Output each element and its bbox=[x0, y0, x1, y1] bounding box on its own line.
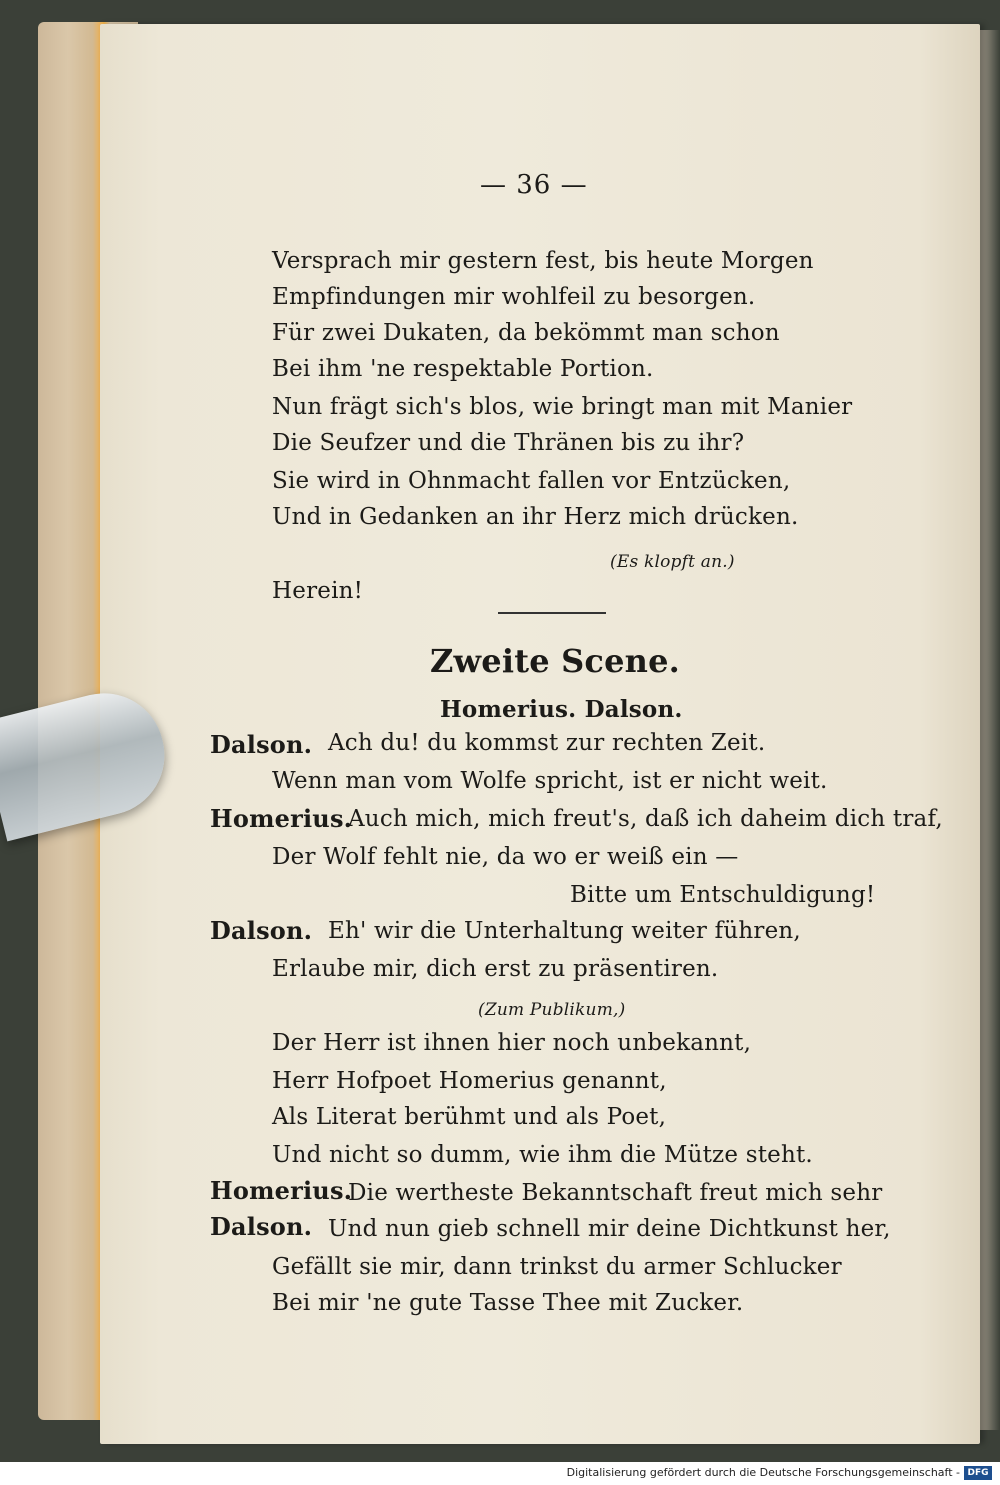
footer-bar bbox=[0, 1462, 1000, 1485]
dialogue-line: Ach du! du kommst zur rechten Zeit. bbox=[328, 730, 766, 756]
dialogue-line: Erlaube mir, dich erst zu präsentiren. bbox=[272, 956, 719, 982]
scene-cast: Homerius. Dalson. bbox=[440, 696, 683, 723]
dialogue-line: Wenn man vom Wolfe spricht, ist er nicht weit. bbox=[272, 768, 828, 794]
verse-line: Sie wird in Ohnmacht fallen vor Entzücken, bbox=[272, 468, 791, 494]
dialogue-line: Und nicht so dumm, wie ihm die Mütze steht. bbox=[272, 1142, 813, 1168]
dialogue-line: Der Herr ist ihnen hier noch unbekannt, bbox=[272, 1030, 752, 1056]
verse-line: Empfindungen mir wohlfeil zu besorgen. bbox=[272, 284, 756, 310]
scene-title: Zweite Scene. bbox=[430, 642, 681, 680]
dialogue-line: Eh' wir die Unterhaltung weiter führen, bbox=[328, 918, 801, 944]
speaker-name: Dalson. bbox=[210, 1212, 313, 1241]
dialogue-line: Bitte um Entschuldigung! bbox=[570, 882, 876, 908]
dialogue-line: Und nun gieb schnell mir deine Dichtkunst her, bbox=[328, 1216, 891, 1242]
verse-line: Die Seufzer und die Thränen bis zu ihr? bbox=[272, 430, 745, 456]
footer-text: Digitalisierung gefördert durch die Deutsche Forschungsgemeinschaft - bbox=[566, 1466, 960, 1479]
verse-line: Bei ihm 'ne respektable Portion. bbox=[272, 356, 654, 382]
dialogue-line: Als Literat berühmt und als Poet, bbox=[272, 1104, 667, 1130]
dialogue-line: Gefällt sie mir, dann trinkst du armer Schlucker bbox=[272, 1254, 842, 1280]
stage-direction: (Zum Publikum,) bbox=[478, 1000, 626, 1020]
dialogue-line: Bei mir 'ne gute Tasse Thee mit Zucker. bbox=[272, 1290, 744, 1316]
herein-line: Herein! bbox=[272, 578, 364, 604]
verse-line: Versprach mir gestern fest, bis heute Morgen bbox=[272, 248, 814, 274]
verse-line: Für zwei Dukaten, da bekömmt man schon bbox=[272, 320, 780, 346]
dialogue-line: Herr Hofpoet Homerius genannt, bbox=[272, 1068, 667, 1094]
stage-direction: (Es klopft an.) bbox=[610, 552, 735, 572]
speaker-name: Dalson. bbox=[210, 730, 313, 759]
dialogue-line: Die wertheste Bekanntschaft freut mich sehr bbox=[348, 1180, 883, 1206]
dfg-logo-icon: DFG bbox=[964, 1466, 992, 1480]
page-number: — 36 — bbox=[480, 170, 588, 200]
speaker-name: Homerius. bbox=[210, 804, 353, 833]
speaker-name: Dalson. bbox=[210, 916, 313, 945]
speaker-name: Homerius. bbox=[210, 1176, 353, 1205]
dialogue-line: Der Wolf fehlt nie, da wo er weiß ein — bbox=[272, 844, 739, 870]
scene-divider bbox=[498, 612, 606, 614]
verse-line: Und in Gedanken an ihr Herz mich drücken. bbox=[272, 504, 799, 530]
dialogue-line: Auch mich, mich freut's, daß ich daheim dich traf, bbox=[348, 806, 943, 832]
verse-line: Nun frägt sich's blos, wie bringt man mit Manier bbox=[272, 394, 853, 420]
